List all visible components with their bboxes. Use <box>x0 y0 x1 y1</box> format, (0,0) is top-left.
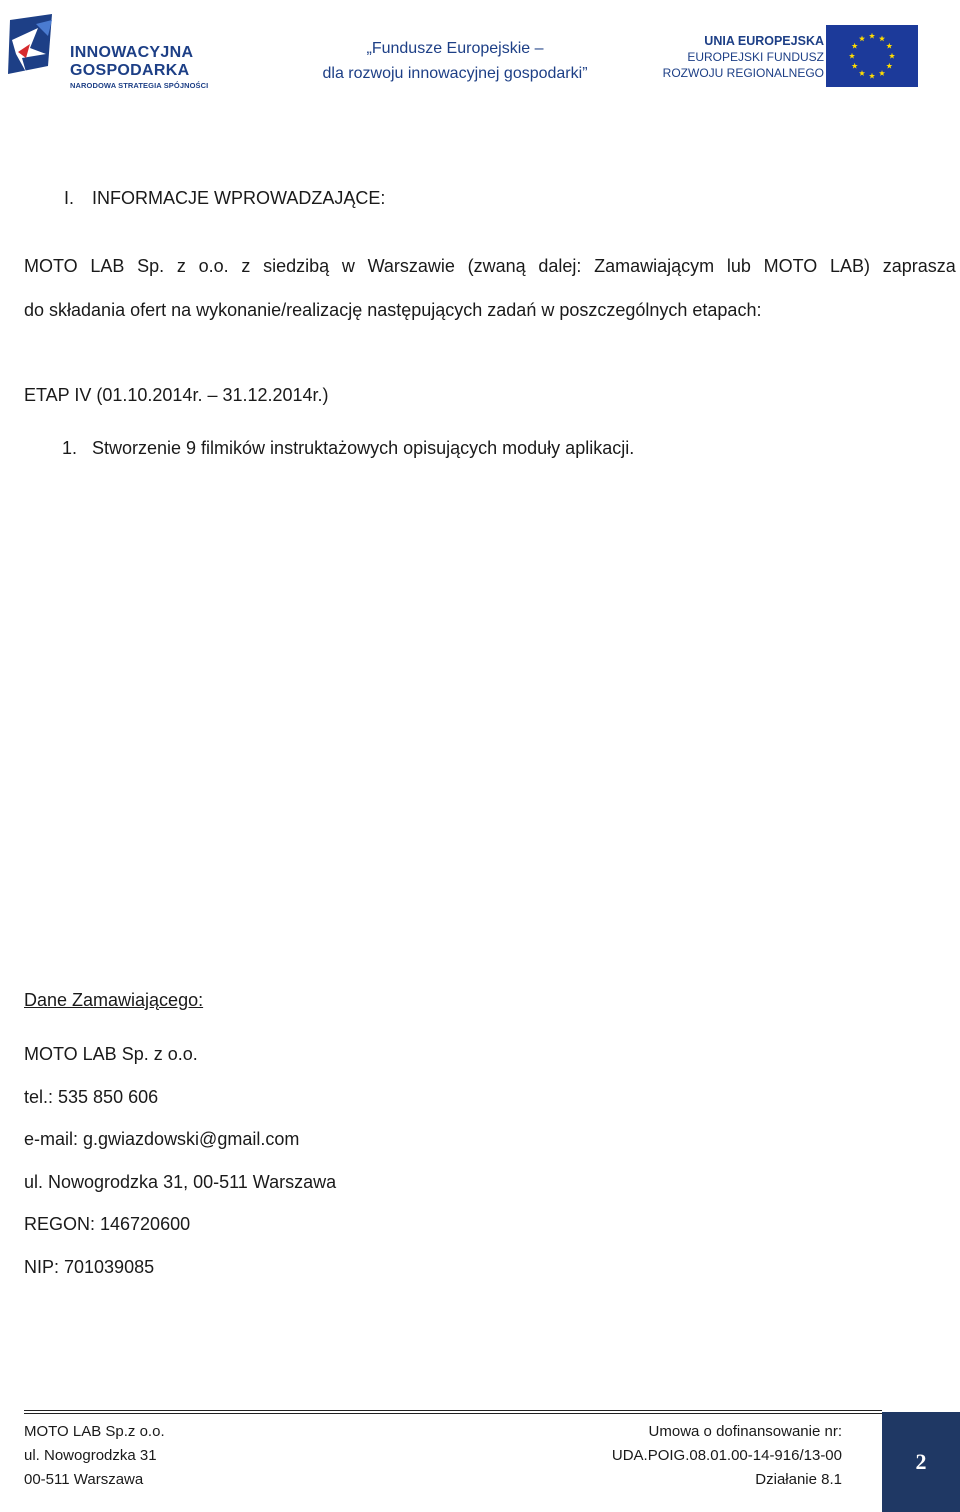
intro-line-1 <box>24 244 956 288</box>
footer-city: 00-511 Warszawa <box>24 1471 144 1488</box>
intro-word: w <box>341 256 355 276</box>
intro-word: LAB) <box>830 256 871 276</box>
slogan-line-2: dla rozwoju innowacyjnej gospodarki” <box>322 65 588 82</box>
task-item <box>62 438 634 459</box>
section-number: I. <box>64 188 75 208</box>
logo-line-1: INNOWACYJNA <box>70 44 194 61</box>
intro-word: (zwaną <box>467 256 526 276</box>
street-address: ul. Nowogrodzka 31, 00-511 Warszawa <box>24 1171 337 1192</box>
nip-number: NIP: 701039085 <box>24 1256 155 1277</box>
etap-heading: ETAP IV (01.10.2014r. – 31.12.2014r.) <box>24 385 329 405</box>
phone-number: tel.: 535 850 606 <box>24 1086 159 1107</box>
intro-word: dalej: <box>538 256 582 276</box>
page-number: 2 <box>882 1412 960 1512</box>
eu-label <box>654 33 824 81</box>
footer-divider-secondary <box>24 1413 882 1414</box>
section-heading <box>64 188 385 209</box>
intro-word: Warszawie <box>367 256 455 276</box>
eu-label-line-2: EUROPEJSKI FUNDUSZ <box>687 50 824 64</box>
fundusze-europejskie-slogan <box>300 36 610 86</box>
intro-word: MOTO <box>763 256 818 276</box>
intro-word: lub <box>726 256 751 276</box>
dane-zamawiajacego-title: Dane Zamawiającego: <box>24 990 204 1010</box>
footer-divider <box>24 1410 882 1411</box>
page-header <box>0 0 960 100</box>
dane-zamawiajacego-list <box>24 1033 336 1288</box>
intro-word: z <box>176 256 186 276</box>
footer-agreement-number: UDA.POIG.08.01.00-14-916/13-00 <box>611 1447 842 1464</box>
footer-street: ul. Nowogrodzka 31 <box>24 1447 157 1464</box>
task-text: Stworzenie 9 filmików instruktażowych opisujących moduły aplikacji. <box>92 438 635 458</box>
slogan-line-1: „Fundusze Europejskie – <box>366 40 544 57</box>
eu-label-line-3: ROZWOJU REGIONALNEGO <box>662 66 824 80</box>
innowacyjna-gospodarka-logo <box>8 14 238 90</box>
intro-word: siedzibą <box>263 256 330 276</box>
intro-word: o.o. <box>198 256 229 276</box>
logo-line-2: GOSPODARKA <box>70 62 190 79</box>
footer-company: MOTO LAB Sp.z o.o. <box>24 1423 165 1440</box>
logo-line-3: NARODOWA STRATEGIA SPÓJNOŚCI <box>70 81 209 90</box>
intro-word: z <box>241 256 251 276</box>
intro-word: LAB <box>90 256 125 276</box>
intro-line-2: do składania ofert na wykonanie/realizację następujących zadań w poszczególnych etapach: <box>24 300 762 320</box>
company-name: MOTO LAB Sp. z o.o. <box>24 1044 198 1064</box>
intro-word: MOTO <box>24 256 78 276</box>
ig-emblem-icon <box>8 14 68 80</box>
eu-label-line-1: UNIA EUROPEJSKA <box>704 34 824 48</box>
footer-address <box>24 1420 165 1492</box>
regon-number: REGON: 146720600 <box>24 1214 191 1234</box>
intro-word: Zamawiającym <box>594 256 715 276</box>
section-title: INFORMACJE WPROWADZAJĄCE: <box>92 188 386 208</box>
intro-word: Sp. <box>137 256 165 276</box>
footer-action: Działanie 8.1 <box>755 1471 842 1488</box>
footer-agreement-label: Umowa o dofinansowanie nr: <box>648 1423 842 1440</box>
footer-agreement <box>560 1420 842 1492</box>
eu-flag-icon <box>826 25 918 87</box>
email-address: e-mail: g.gwiazdowski@gmail.com <box>24 1129 300 1149</box>
intro-word: zaprasza <box>882 256 956 276</box>
intro-paragraph <box>24 244 956 332</box>
task-number: 1. <box>62 438 78 458</box>
